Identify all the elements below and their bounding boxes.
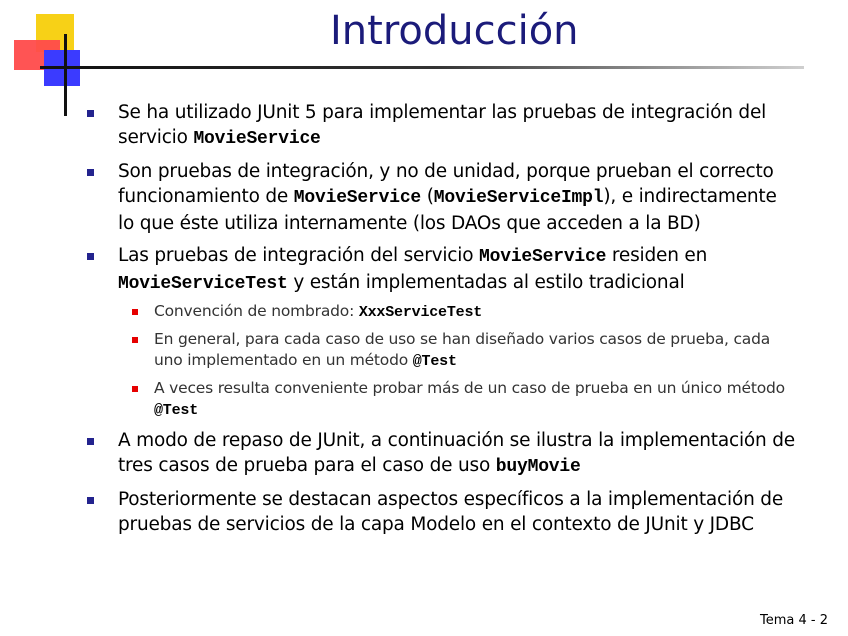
- bullet-list: [84, 100, 798, 537]
- slide-title: Introducción: [330, 8, 579, 54]
- slide-content: [84, 100, 798, 544]
- sub-bullet-item: A veces resulta conveniente probar más de un caso de prueba en un único método @Test: [118, 378, 798, 421]
- bullet-item: A modo de repaso de JUnit, a continuación se ilustra la implementación de tres casos de prueba para el caso de uso buyMovie: [84, 428, 798, 480]
- bullet-item: Son pruebas de integración, y no de unidad, porque prueban el correcto funcionamiento de MovieService (MovieServiceImpl), e indirectamente lo que éste utiliza internamente (los DAOs que acceden a la BD): [84, 159, 798, 236]
- vertical-line: [64, 34, 67, 116]
- bullet-item: Posteriormente se destacan aspectos específicos a la implementación de pruebas de servicios de la capa Modelo en el contexto de JUnit y JDBC: [84, 487, 798, 537]
- bullet-item: Las pruebas de integración del servicio MovieService residen en MovieServiceTest y están implementadas al estilo tradicional Convención de nombrado: XxxServiceTest En general, para cada caso de uso se han diseñado varios casos de prueba, cada uno implementado en un método @Test A veces resulta conveniente probar más de un caso de prueba en un único método @Test: [84, 243, 798, 421]
- sub-bullet-list: [118, 301, 798, 421]
- sub-bullet-item: En general, para cada caso de uso se han diseñado varios casos de prueba, cada uno implementado en un método @Test: [118, 329, 798, 372]
- bullet-item: Se ha utilizado JUnit 5 para implementar las pruebas de integración del servicio MovieService: [84, 100, 798, 152]
- slide-footer: Tema 4 - 2: [760, 613, 828, 628]
- sub-bullet-item: Convención de nombrado: XxxServiceTest: [118, 301, 798, 323]
- title-underline: [64, 66, 804, 69]
